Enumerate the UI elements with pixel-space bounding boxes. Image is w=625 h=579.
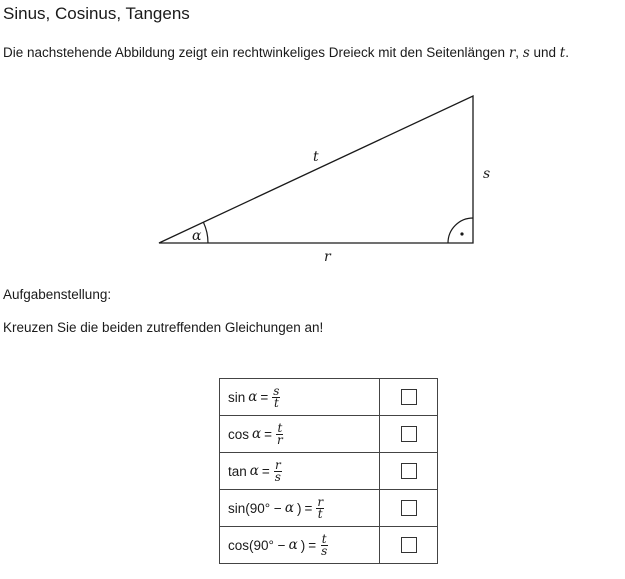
equation-cell	[220, 490, 380, 527]
equation-function: sin	[228, 389, 246, 405]
fraction-denominator: r	[277, 432, 283, 447]
fraction-numerator: s	[273, 383, 280, 398]
equation-equals: =	[264, 426, 273, 442]
label-t: t	[313, 149, 319, 165]
right-angle-arc	[448, 218, 473, 243]
triangle-figure	[0, 80, 625, 270]
label-s: s	[483, 166, 491, 182]
fraction-denominator: t	[273, 395, 279, 410]
answer-checkbox[interactable]	[401, 426, 417, 442]
equation-equals: =	[261, 463, 270, 479]
answer-checkbox[interactable]	[401, 389, 417, 405]
equation	[228, 457, 282, 484]
equation-angle: α	[288, 537, 298, 553]
answer-table	[219, 378, 438, 564]
answer-checkbox[interactable]	[401, 463, 417, 479]
checkbox-cell	[380, 416, 438, 453]
checkbox-cell	[380, 453, 438, 490]
alpha-angle-arc	[203, 222, 208, 243]
equation-equals: =	[304, 500, 313, 516]
equation-equals: =	[308, 537, 317, 553]
answer-row	[220, 490, 438, 527]
fraction-denominator: s	[274, 469, 281, 484]
equation-cell	[220, 453, 380, 490]
equation	[228, 531, 328, 558]
fraction-numerator: t	[321, 531, 327, 546]
equation-function: tan	[228, 463, 247, 479]
answer-row	[220, 453, 438, 490]
answer-row	[220, 379, 438, 416]
fraction	[320, 531, 328, 558]
fraction-numerator: r	[275, 457, 281, 472]
fraction	[276, 420, 284, 447]
answer-checkbox[interactable]	[401, 537, 417, 553]
answer-checkbox[interactable]	[401, 500, 417, 516]
equation-function: sin(90° −	[228, 500, 282, 516]
fraction	[272, 383, 280, 410]
label-alpha: α	[192, 228, 202, 244]
equation-cell	[220, 379, 380, 416]
equation-angle: α	[252, 426, 262, 442]
equation	[228, 420, 284, 447]
equation-function: cos	[228, 426, 250, 442]
answer-row	[220, 527, 438, 564]
label-r: r	[324, 249, 331, 265]
checkbox-cell	[380, 379, 438, 416]
equation	[228, 383, 280, 410]
equation-close: )	[300, 537, 306, 553]
fraction-numerator: r	[317, 494, 324, 509]
right-triangle	[159, 96, 473, 243]
equation-angle: α	[249, 463, 259, 479]
fraction	[316, 494, 324, 521]
equation-equals: =	[260, 389, 269, 405]
fraction	[274, 457, 282, 484]
equation-angle: α	[248, 389, 258, 405]
equation-function: cos(90° −	[228, 537, 286, 553]
equation-cell	[220, 416, 380, 453]
fraction-denominator: s	[321, 543, 328, 558]
equation-close: )	[296, 500, 302, 516]
page-title: Sinus, Cosinus, Tangens	[3, 4, 190, 23]
equation-cell	[220, 527, 380, 564]
equation-angle: α	[284, 500, 294, 516]
right-angle-dot	[460, 232, 463, 235]
fraction-numerator: t	[277, 420, 283, 435]
checkbox-cell	[380, 527, 438, 564]
fraction-denominator: t	[317, 506, 323, 521]
equation	[228, 494, 324, 521]
task-heading: Aufgabenstellung:	[3, 287, 112, 302]
answer-row	[220, 416, 438, 453]
intro-text: Die nachstehende Abbildung zeigt ein rechtwinkeliges Dreieck mit den Seitenlängen r, s und t.	[3, 45, 569, 61]
task-instruction: Kreuzen Sie die beiden zutreffenden Gleichungen an!	[3, 320, 324, 335]
checkbox-cell	[380, 490, 438, 527]
